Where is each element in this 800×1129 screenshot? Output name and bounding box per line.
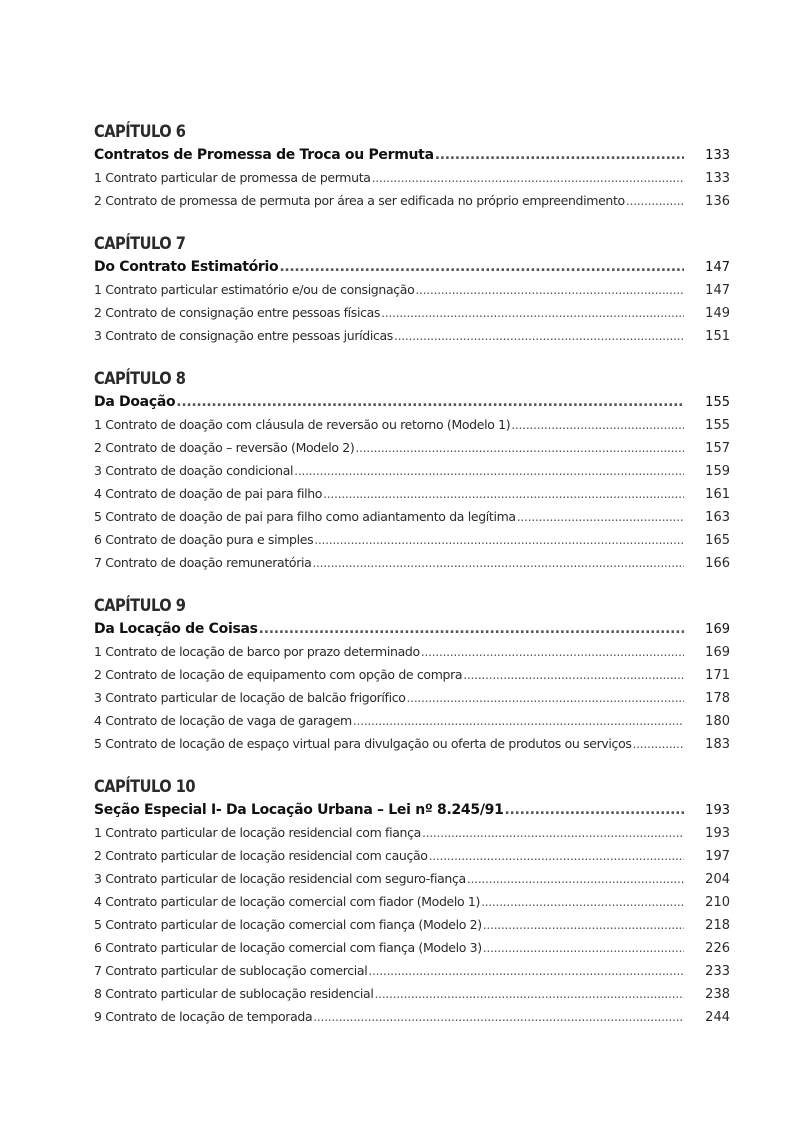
dot-leader: [323, 482, 684, 505]
entry-title: 5 Contrato de doação de pai para filho como adiantamento da legítima: [94, 509, 516, 524]
entry-title: 3 Contrato de consignação entre pessoas jurídicas: [94, 328, 393, 343]
page-number: 210: [705, 895, 730, 910]
section-title-row[interactable]: [94, 256, 730, 278]
page-number: 169: [705, 645, 730, 660]
dot-leader: [259, 618, 684, 640]
page-number: 151: [705, 329, 730, 344]
chapter-block: [94, 120, 730, 212]
entry-title: 4 Contrato de locação de vaga de garagem: [94, 713, 352, 728]
entry-title: 7 Contrato de doação remuneratória: [94, 555, 312, 570]
dot-leader: [313, 1005, 684, 1028]
page-number: 218: [705, 918, 730, 933]
toc-entry[interactable]: [94, 640, 730, 663]
page-number: 197: [705, 849, 730, 864]
chapter-heading: CAPÍTULO 9: [94, 596, 186, 616]
section-title: Seção Especial I- Da Locação Urbana – Lei nº 8.245/91: [94, 802, 504, 818]
chapter-heading: CAPÍTULO 10: [94, 777, 196, 797]
toc-entry[interactable]: [94, 551, 730, 574]
page-number: 161: [705, 487, 730, 502]
entry-title: 1 Contrato particular de promessa de permuta: [94, 170, 371, 185]
section-title: Da Doação: [94, 394, 176, 410]
page-number: 238: [705, 987, 730, 1002]
page-number: 171: [705, 668, 730, 683]
dot-leader: [375, 982, 685, 1005]
toc-entry[interactable]: [94, 959, 730, 982]
section-title: Do Contrato Estimatório: [94, 259, 279, 275]
dot-leader: [505, 799, 684, 821]
entry-title: 3 Contrato de doação condicional: [94, 463, 294, 478]
page-number: 133: [705, 148, 730, 163]
page-number: 183: [705, 737, 730, 752]
page-number: 244: [705, 1010, 730, 1025]
toc-entry[interactable]: [94, 528, 730, 551]
entry-title: 6 Contrato particular de locação comercial com fiança (Modelo 3): [94, 940, 482, 955]
dot-leader: [511, 413, 684, 436]
entry-title: 8 Contrato particular de sublocação residencial: [94, 986, 374, 1001]
entry-title: 4 Contrato de doação de pai para filho: [94, 486, 323, 501]
entry-title: 5 Contrato de locação de espaço virtual para divulgação ou oferta de produtos ou serviços: [94, 736, 632, 751]
page-number: 155: [705, 395, 730, 410]
entry-title: 2 Contrato particular de locação residencial com caução: [94, 848, 428, 863]
dot-leader: [314, 528, 684, 551]
entry-title: 4 Contrato particular de locação comercial com fiador (Modelo 1): [94, 894, 481, 909]
dot-leader: [312, 551, 684, 574]
toc-entry[interactable]: [94, 436, 730, 459]
entry-title: 1 Contrato de locação de barco por prazo determinado: [94, 644, 420, 659]
toc-entry[interactable]: [94, 890, 730, 913]
section-title-row[interactable]: [94, 618, 730, 640]
dot-leader: [435, 144, 684, 166]
page-number: 136: [705, 194, 730, 209]
entry-title: 7 Contrato particular de sublocação comercial: [94, 963, 368, 978]
dot-leader: [176, 391, 684, 413]
dot-leader: [467, 867, 684, 890]
dot-leader: [483, 913, 684, 936]
dot-leader: [407, 686, 684, 709]
entry-title: 3 Contrato particular de locação de balcão frigorífico: [94, 690, 406, 705]
toc-entry[interactable]: [94, 844, 730, 867]
chapter-heading: CAPÍTULO 7: [94, 234, 186, 254]
page-number: 165: [705, 533, 730, 548]
dot-leader: [626, 189, 684, 212]
page-number: 133: [705, 171, 730, 186]
dot-leader: [279, 256, 684, 278]
toc-entry[interactable]: [94, 936, 730, 959]
dot-leader: [633, 732, 684, 755]
page-number: 163: [705, 510, 730, 525]
toc-entry[interactable]: [94, 663, 730, 686]
page-number: 149: [705, 306, 730, 321]
toc-entry[interactable]: [94, 505, 730, 528]
entry-title: 6 Contrato de doação pura e simples: [94, 532, 314, 547]
toc-entry[interactable]: [94, 482, 730, 505]
page-number: 159: [705, 464, 730, 479]
page-number: 155: [705, 418, 730, 433]
section-title: Da Locação de Coisas: [94, 621, 258, 637]
dot-leader: [517, 505, 684, 528]
chapter-heading: CAPÍTULO 8: [94, 369, 186, 389]
toc-entry[interactable]: [94, 324, 730, 347]
toc-entry[interactable]: [94, 166, 730, 189]
dot-leader: [381, 301, 684, 324]
entry-title: 1 Contrato particular de locação residencial com fiança: [94, 825, 421, 840]
toc-entry[interactable]: [94, 301, 730, 324]
section-title-row[interactable]: [94, 799, 730, 821]
dot-leader: [483, 936, 684, 959]
toc-entry[interactable]: [94, 709, 730, 732]
page-number: 147: [705, 260, 730, 275]
entry-title: 1 Contrato de doação com cláusula de reversão ou retorno (Modelo 1): [94, 417, 511, 432]
page-number: 178: [705, 691, 730, 706]
dot-leader: [422, 821, 684, 844]
chapter-block: [94, 232, 730, 347]
entry-title: 2 Contrato de promessa de permuta por área a ser edificada no próprio empreendimento: [94, 193, 625, 208]
dot-leader: [294, 459, 684, 482]
entry-title: 3 Contrato particular de locação residencial com seguro-fiança: [94, 871, 466, 886]
toc-entry[interactable]: [94, 686, 730, 709]
dot-leader: [394, 324, 684, 347]
toc-entry[interactable]: [94, 867, 730, 890]
page-number: 193: [705, 803, 730, 818]
toc-entry[interactable]: [94, 413, 730, 436]
dot-leader: [353, 709, 684, 732]
chapter-block: [94, 775, 730, 1028]
entry-title: 2 Contrato de locação de equipamento com opção de compra: [94, 667, 463, 682]
chapter-block: [94, 367, 730, 574]
section-title-row[interactable]: [94, 391, 730, 413]
dot-leader: [421, 640, 684, 663]
page-number: 233: [705, 964, 730, 979]
dot-leader: [368, 959, 684, 982]
toc-entry[interactable]: [94, 278, 730, 301]
entry-title: 9 Contrato de locação de temporada: [94, 1009, 313, 1024]
dot-leader: [481, 890, 684, 913]
chapter-block: [94, 594, 730, 755]
toc-entry[interactable]: [94, 732, 730, 755]
entry-title: 5 Contrato particular de locação comercial com fiança (Modelo 2): [94, 917, 482, 932]
table-of-contents: [94, 120, 730, 1048]
section-title-row[interactable]: [94, 144, 730, 166]
dot-leader: [415, 278, 684, 301]
dot-leader: [463, 663, 684, 686]
toc-entry[interactable]: [94, 189, 730, 212]
page-number: 169: [705, 622, 730, 637]
toc-entry[interactable]: [94, 913, 730, 936]
dot-leader: [429, 844, 684, 867]
page-number: 204: [705, 872, 730, 887]
page-number: 180: [705, 714, 730, 729]
toc-entry[interactable]: [94, 1005, 730, 1028]
page-number: 147: [705, 283, 730, 298]
entry-title: 2 Contrato de doação – reversão (Modelo 2): [94, 440, 355, 455]
page-number: 157: [705, 441, 730, 456]
toc-entry[interactable]: [94, 982, 730, 1005]
page-number: 226: [705, 941, 730, 956]
page-number: 193: [705, 826, 730, 841]
toc-entry[interactable]: [94, 459, 730, 482]
dot-leader: [372, 166, 684, 189]
entry-title: 2 Contrato de consignação entre pessoas físicas: [94, 305, 381, 320]
chapter-heading: CAPÍTULO 6: [94, 122, 186, 142]
section-title: Contratos de Promessa de Troca ou Permuta: [94, 147, 434, 163]
dot-leader: [355, 436, 684, 459]
page-number: 166: [705, 556, 730, 571]
toc-entry[interactable]: [94, 821, 730, 844]
entry-title: 1 Contrato particular estimatório e/ou de consignação: [94, 282, 415, 297]
